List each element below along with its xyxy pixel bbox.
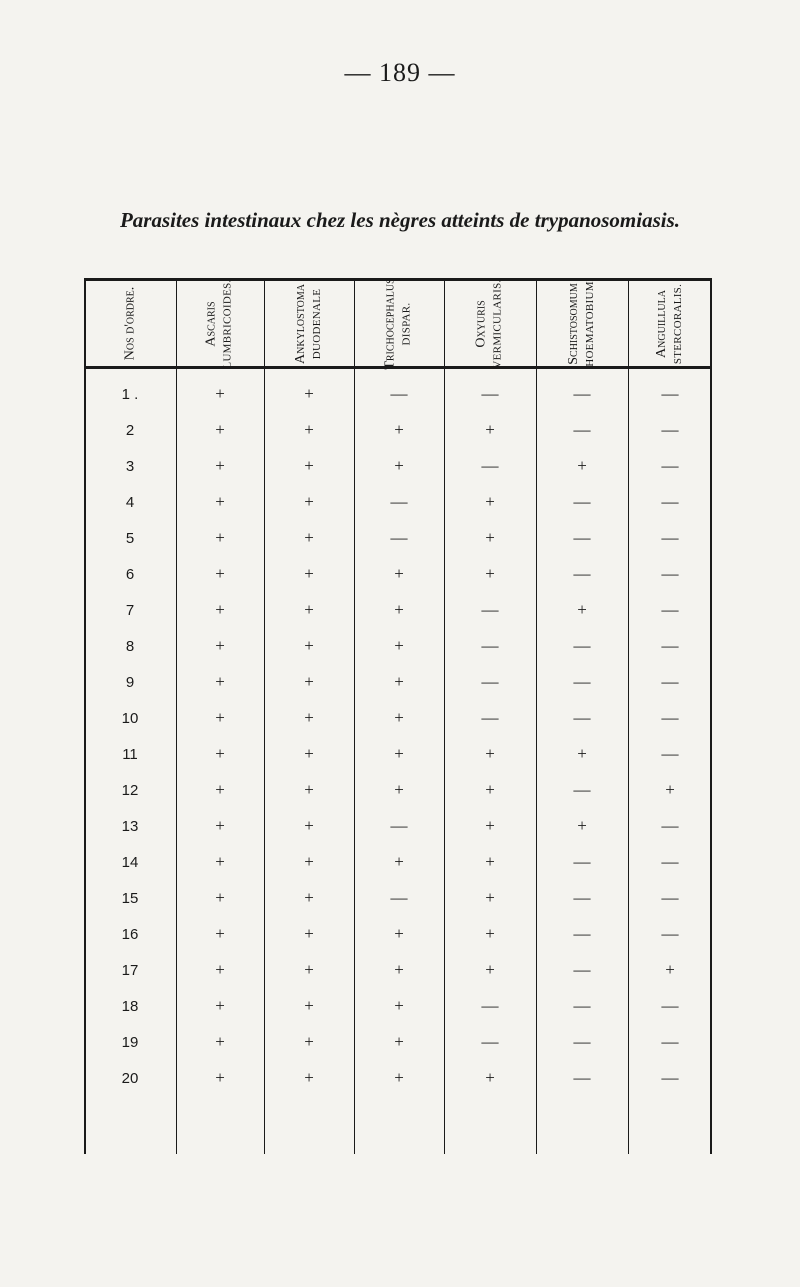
row-number: 20 — [121, 1069, 139, 1087]
row-number: 12 — [121, 781, 139, 799]
presence-mark: — — [573, 1032, 591, 1051]
presence-mark: — — [661, 672, 679, 691]
column-header-subtitle: STERCORALIS. — [672, 283, 684, 364]
column-header-title: Ankylostoma — [293, 283, 308, 364]
presence-mark: — — [573, 636, 591, 655]
presence-mark: + — [394, 564, 404, 583]
table-row — [84, 1060, 712, 1096]
presence-mark: + — [304, 420, 314, 439]
presence-mark: + — [215, 924, 225, 943]
column-header — [84, 281, 176, 366]
presence-mark: + — [215, 420, 225, 439]
presence-mark: + — [215, 960, 225, 979]
presence-mark: + — [304, 672, 314, 691]
presence-mark: + — [577, 600, 587, 619]
table-row — [84, 556, 712, 592]
presence-mark: + — [485, 528, 495, 547]
presence-mark: + — [215, 672, 225, 691]
presence-mark: — — [573, 960, 591, 979]
presence-mark: + — [577, 816, 587, 835]
table-row — [84, 700, 712, 736]
presence-mark: — — [573, 420, 591, 439]
presence-mark: — — [481, 996, 499, 1015]
presence-mark: — — [661, 1032, 679, 1051]
presence-mark: — — [661, 384, 679, 403]
row-number: 18 — [121, 997, 139, 1015]
presence-mark: + — [485, 960, 495, 979]
presence-mark: + — [394, 600, 404, 619]
presence-mark: + — [394, 708, 404, 727]
table-row — [84, 916, 712, 952]
presence-mark: + — [304, 600, 314, 619]
presence-mark: — — [661, 744, 679, 763]
presence-mark: + — [485, 852, 495, 871]
page-number: — 189 — — [344, 58, 456, 87]
presence-mark: + — [394, 456, 404, 475]
presence-mark: — — [661, 708, 679, 727]
column-header-title: Schistosomum — [565, 282, 581, 365]
presence-mark: — — [481, 1032, 499, 1051]
presence-mark: — — [573, 1068, 591, 1087]
presence-mark: + — [215, 384, 225, 403]
presence-mark: + — [215, 564, 225, 583]
presence-mark: + — [304, 1068, 314, 1087]
presence-mark: + — [304, 852, 314, 871]
presence-mark: + — [304, 888, 314, 907]
column-header-subtitle: LUMBRICOIDES. — [222, 278, 234, 369]
presence-mark: + — [215, 528, 225, 547]
presence-mark: + — [394, 924, 404, 943]
column-header-subtitle: VERMICULARIS. — [492, 278, 504, 369]
table-caption: Parasites intestinaux chez les nègres atteints de trypanosomiasis. — [119, 208, 681, 232]
presence-mark: + — [394, 1032, 404, 1051]
presence-mark: — — [661, 420, 679, 439]
presence-mark: — — [661, 492, 679, 511]
presence-mark: + — [485, 420, 495, 439]
presence-mark: + — [485, 780, 495, 799]
presence-mark: + — [304, 528, 314, 547]
presence-mark: — — [573, 672, 591, 691]
row-number: 10 — [121, 709, 139, 727]
presence-mark: + — [215, 744, 225, 763]
presence-mark: + — [304, 924, 314, 943]
table-row — [84, 808, 712, 844]
presence-mark: + — [304, 564, 314, 583]
row-number: 13 — [121, 817, 139, 835]
presence-mark: + — [485, 492, 495, 511]
presence-mark: — — [661, 1068, 679, 1087]
row-number: 5 — [125, 529, 135, 547]
column-header — [176, 278, 264, 369]
column-header-title: Anguillula — [654, 289, 669, 358]
presence-mark: + — [215, 456, 225, 475]
presence-mark: — — [573, 888, 591, 907]
column-header-title: Ascaris — [204, 300, 219, 347]
presence-mark: + — [215, 600, 225, 619]
presence-mark: — — [390, 492, 408, 511]
presence-mark: — — [481, 456, 499, 475]
presence-mark: + — [394, 996, 404, 1015]
presence-mark: + — [215, 636, 225, 655]
table-row — [84, 988, 712, 1024]
presence-mark: + — [304, 636, 314, 655]
table-row — [84, 952, 712, 988]
presence-mark: + — [304, 492, 314, 511]
column-header — [264, 281, 354, 366]
parasites-table — [84, 278, 712, 1154]
row-number: 2 — [125, 421, 135, 439]
presence-mark: + — [304, 996, 314, 1015]
row-number: 16 — [121, 925, 139, 943]
presence-mark: + — [304, 780, 314, 799]
table-row — [84, 520, 712, 556]
column-header-subtitle: DUODENALE — [311, 288, 323, 359]
presence-mark: + — [304, 816, 314, 835]
row-number: 3 — [125, 457, 135, 475]
column-header — [354, 277, 444, 370]
presence-mark: + — [304, 1032, 314, 1051]
presence-mark: + — [215, 852, 225, 871]
table-row — [84, 592, 712, 628]
presence-mark: + — [394, 852, 404, 871]
presence-mark: — — [481, 636, 499, 655]
presence-mark: — — [573, 564, 591, 583]
presence-mark: — — [390, 816, 408, 835]
row-number: 6 — [125, 565, 135, 583]
presence-mark: — — [573, 996, 591, 1015]
presence-mark: + — [215, 816, 225, 835]
column-header-subtitle: DISPAR. — [401, 302, 413, 345]
presence-mark: — — [390, 384, 408, 403]
presence-mark: + — [215, 996, 225, 1015]
presence-mark: + — [394, 960, 404, 979]
presence-mark: — — [661, 816, 679, 835]
presence-mark: — — [573, 852, 591, 871]
presence-mark: — — [481, 672, 499, 691]
column-header — [444, 278, 536, 369]
presence-mark: — — [573, 492, 591, 511]
row-number: 19 — [121, 1033, 139, 1051]
presence-mark: — — [661, 924, 679, 943]
presence-mark: + — [215, 1032, 225, 1051]
presence-mark: + — [394, 420, 404, 439]
presence-mark: — — [481, 600, 499, 619]
presence-mark: + — [485, 564, 495, 583]
column-header — [628, 281, 712, 366]
row-number: 7 — [125, 601, 135, 619]
presence-mark: + — [485, 888, 495, 907]
presence-mark: — — [661, 852, 679, 871]
row-number: 15 — [121, 889, 139, 907]
presence-mark: — — [390, 528, 408, 547]
presence-mark: + — [394, 780, 404, 799]
row-number: 4 — [125, 493, 135, 511]
table-row — [84, 844, 712, 880]
presence-mark: — — [573, 528, 591, 547]
presence-mark: — — [661, 600, 679, 619]
presence-mark: — — [573, 708, 591, 727]
presence-mark: + — [215, 780, 225, 799]
row-number: 8 — [125, 637, 135, 655]
column-header — [536, 281, 628, 366]
table-row — [84, 880, 712, 916]
column-header-title: Trichocephalus — [383, 277, 398, 370]
presence-mark: — — [661, 528, 679, 547]
table-row — [84, 376, 712, 412]
table-row — [84, 664, 712, 700]
presence-mark: + — [485, 924, 495, 943]
presence-mark: — — [481, 708, 499, 727]
table-row — [84, 412, 712, 448]
presence-mark: + — [394, 672, 404, 691]
presence-mark: + — [215, 1068, 225, 1087]
presence-mark: + — [304, 708, 314, 727]
row-number: 14 — [121, 853, 139, 871]
row-number: 1 . — [121, 385, 139, 403]
row-number: 17 — [121, 961, 139, 979]
table-row — [84, 736, 712, 772]
presence-mark: + — [485, 1068, 495, 1087]
presence-mark: — — [573, 384, 591, 403]
presence-mark: + — [394, 744, 404, 763]
presence-mark: — — [661, 996, 679, 1015]
column-header-subtitle: HOEMATOBIUM — [583, 280, 596, 367]
presence-mark: + — [577, 456, 587, 475]
column-header-title: Nos d'ordre. — [122, 286, 138, 361]
presence-mark: + — [665, 780, 675, 799]
presence-mark: + — [304, 384, 314, 403]
presence-mark: — — [573, 924, 591, 943]
presence-mark: + — [215, 708, 225, 727]
presence-mark: + — [394, 636, 404, 655]
table-row — [84, 628, 712, 664]
presence-mark: + — [304, 960, 314, 979]
presence-mark: — — [661, 888, 679, 907]
table-row — [84, 1024, 712, 1060]
presence-mark: + — [215, 888, 225, 907]
presence-mark: + — [215, 492, 225, 511]
presence-mark: — — [661, 456, 679, 475]
presence-mark: + — [485, 816, 495, 835]
presence-mark: — — [573, 780, 591, 799]
presence-mark: + — [577, 744, 587, 763]
presence-mark: — — [481, 384, 499, 403]
column-header-title: Oxyuris — [474, 299, 489, 348]
row-number: 9 — [125, 673, 135, 691]
presence-mark: — — [661, 564, 679, 583]
table-row — [84, 772, 712, 808]
table-row — [84, 484, 712, 520]
presence-mark: + — [394, 1068, 404, 1087]
table-row — [84, 448, 712, 484]
presence-mark: — — [390, 888, 408, 907]
presence-mark: + — [485, 744, 495, 763]
presence-mark: + — [304, 456, 314, 475]
presence-mark: — — [661, 636, 679, 655]
row-number: 11 — [122, 745, 138, 763]
presence-mark: + — [665, 960, 675, 979]
presence-mark: + — [304, 744, 314, 763]
